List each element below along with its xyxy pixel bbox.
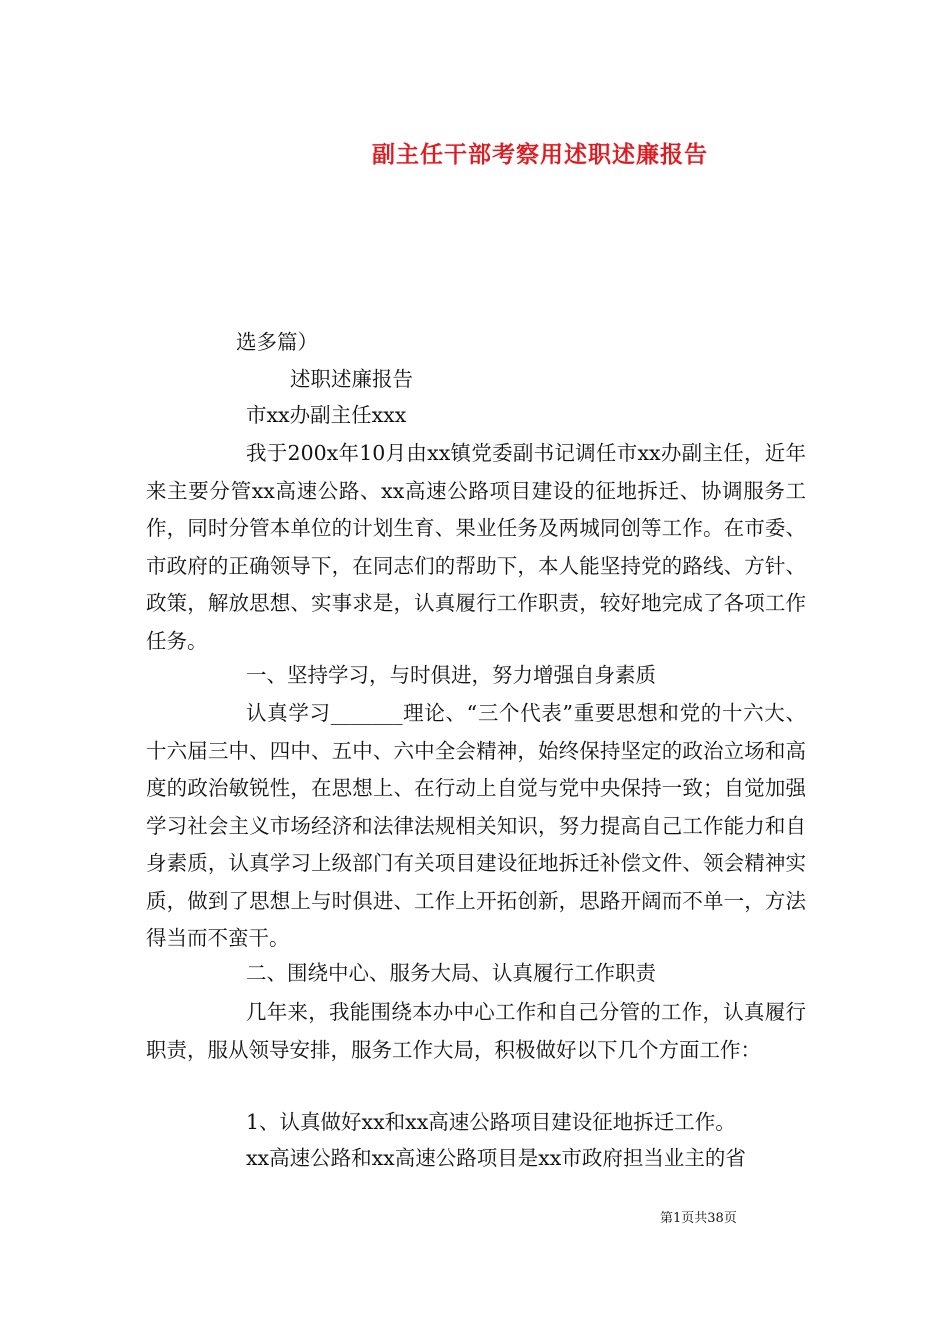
section-heading-2: 二、围绕中心、服务大局、认真履行工作职责	[246, 961, 656, 985]
paragraph-duties: 几年来，我能围绕本办中心工作和自己分管的工作，认真履行职责，服从领导安排，服务工作大局，积极做好以下几个方面工作：	[146, 1000, 806, 1062]
paragraph-study: 认真学习_______理论、“三个代表”重要思想和党的十六大、十六届三中、四中、五中、六中全会精神，始终保持坚定的政治立场和高度的政治敏锐性，在思想上、在行动上自觉与党中央保持一致；自觉加强学习社会主义市场经济和法律法规相关知识，努力提高自己工作能力和自身素质，认真学习上级部门有关项目建设征地拆迁补偿文件、领会精神实质，做到了思想上与时俱进、工作上开拓创新，思路开阔而不单一，方法得当而不蛮干。	[146, 701, 806, 950]
author-line: 市xx办副主任xxx	[246, 403, 407, 427]
paragraph-intro: 我于200x年10月由xx镇党委副书记调任市xx办副主任，近年来主要分管xx高速公路、xx高速公路项目建设的征地拆迁、协调服务工作，同时分管本单位的计划生育、果业任务及两城同创等工作。在市委、市政府的正确领导下，在同志们的帮助下，本人能坚持党的路线、方针、政策，解放思想、实事求是，认真履行工作职责，较好地完成了各项工作任务。	[146, 441, 806, 653]
subtitle-fragment: 选多篇）	[236, 330, 318, 354]
report-heading: 述职述廉报告	[290, 367, 413, 391]
document-title: 副主任干部考察用述职述廉报告	[372, 141, 708, 168]
section-heading-1: 一、坚持学习，与时俱进，努力增强自身素质	[246, 663, 656, 687]
item-heading-1: 1、认真做好xx和xx高速公路项目建设征地拆迁工作。	[246, 1110, 736, 1134]
page-number-footer: 第1页共38页	[660, 1211, 737, 1226]
paragraph-highway: xx高速公路和xx高速公路项目是xx市政府担当业主的省	[246, 1146, 746, 1170]
